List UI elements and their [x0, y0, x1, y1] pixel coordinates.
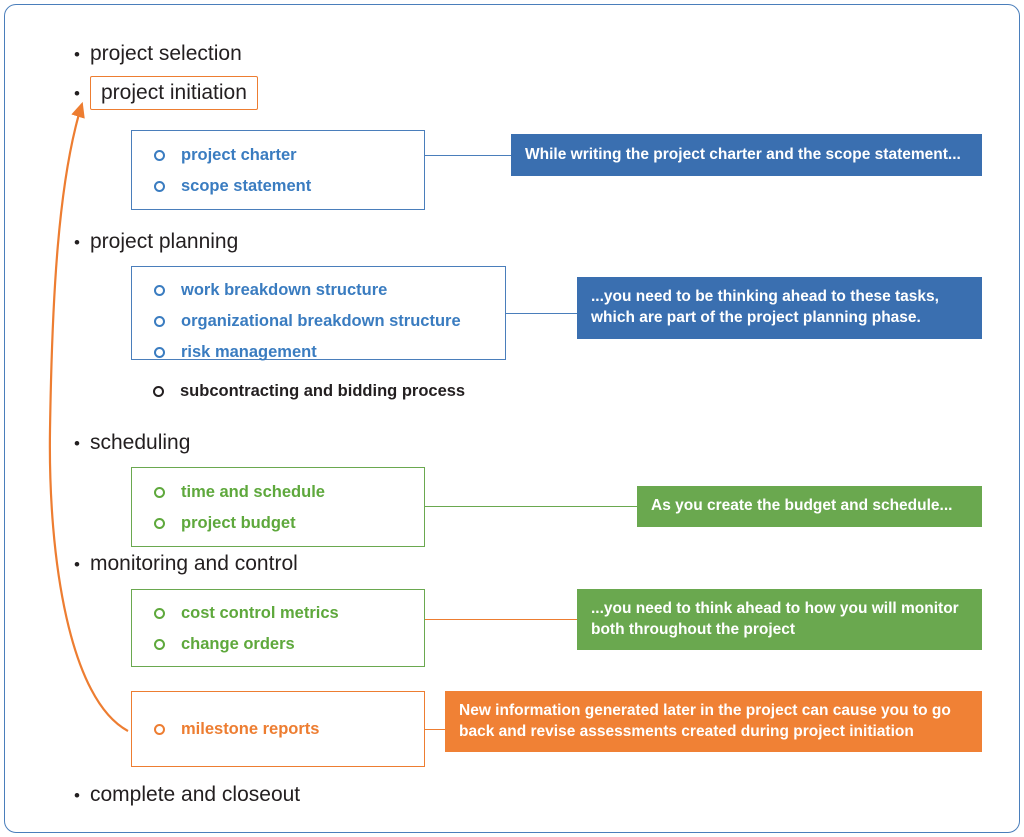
sub-item-label: milestone reports [181, 719, 320, 738]
sub-item-scope-statement[interactable] [132, 171, 424, 202]
bullet-ring-icon [154, 518, 165, 529]
initiation-group [131, 130, 425, 210]
callout-milestone [445, 691, 982, 752]
sub-item-milestone-reports[interactable] [132, 714, 319, 745]
connector-scheduling-callout [425, 506, 637, 507]
bullet-icon: • [74, 45, 80, 64]
top-item-label: project selection [90, 42, 242, 65]
connector-initiation-callout [425, 155, 511, 156]
callout-planning [577, 277, 982, 339]
sub-item-label: project budget [181, 514, 296, 532]
bullet-ring-icon [154, 347, 165, 358]
bullet-ring-icon [154, 316, 165, 327]
top-item-label: project planning [90, 230, 239, 253]
bullet-ring-icon [154, 181, 165, 192]
sub-item-change-orders[interactable] [132, 629, 424, 660]
sub-item-label: change orders [181, 635, 295, 653]
sub-item-time-and-schedule[interactable] [132, 477, 424, 508]
bullet-ring-icon [154, 608, 165, 619]
sub-item-label: cost control metrics [181, 604, 339, 622]
bullet-icon: • [74, 233, 80, 252]
top-item-monitoring-and-control[interactable] [74, 552, 298, 576]
sub-item-label: time and schedule [181, 483, 325, 501]
callout-text: ...you need to think ahead to how you will monitor both throughout the project [591, 599, 959, 638]
bullet-ring-icon [154, 150, 165, 161]
callout-text: New information generated later in the project can cause you to go back and revise assessments created during project initiation [459, 701, 951, 740]
connector-monitoring-callout [425, 619, 577, 620]
top-item-scheduling[interactable] [74, 431, 190, 455]
sub-item-project-budget[interactable] [132, 508, 424, 539]
callout-monitor [577, 589, 982, 650]
callout-charter [511, 134, 982, 176]
sub-item-risk-management[interactable] [132, 337, 505, 368]
callout-text: As you create the budget and schedule... [651, 497, 953, 515]
top-item-project-planning[interactable] [74, 230, 238, 254]
scheduling-group [131, 467, 425, 547]
callout-text: While writing the project charter and the scope statement... [525, 145, 961, 163]
bullet-ring-icon [154, 285, 165, 296]
connector-milestone-callout [425, 729, 445, 730]
bullet-icon: • [74, 786, 80, 805]
top-item-label: monitoring and control [90, 552, 298, 575]
bullet-icon: • [74, 555, 80, 574]
milestone-group [131, 691, 425, 767]
top-item-label: complete and closeout [90, 783, 301, 806]
sub-item-label: work breakdown structure [181, 281, 388, 299]
bullet-ring-icon [154, 487, 165, 498]
callout-text: ...you need to be thinking ahead to these tasks, which are part of the project planning phase. [591, 288, 939, 326]
planning-group [131, 266, 506, 360]
bullet-ring-icon [154, 639, 165, 650]
connector-planning-callout [506, 313, 577, 314]
monitoring-group [131, 589, 425, 667]
top-item-project-selection[interactable] [74, 42, 242, 66]
sub-item-subcontracting-and-bidding-process[interactable] [131, 376, 551, 407]
sub-item-project-charter[interactable] [132, 140, 424, 171]
bullet-icon: • [74, 84, 80, 103]
sub-item-label: subcontracting and bidding process [180, 382, 466, 400]
sub-item-label: organizational breakdown structure [181, 312, 461, 330]
sub-item-cost-control-metrics[interactable] [132, 598, 424, 629]
sub-item-label: project charter [181, 146, 297, 164]
sub-item-label: scope statement [181, 177, 312, 195]
top-item-label: project initiation [90, 76, 258, 110]
top-item-label: scheduling [90, 431, 191, 454]
subcontracting-group [131, 376, 551, 408]
sub-item-organizational-breakdown-structure[interactable] [132, 306, 505, 337]
sub-item-label: risk management [181, 343, 317, 361]
bullet-ring-icon [154, 724, 165, 735]
top-item-project-initiation[interactable] [74, 76, 258, 110]
callout-budget [637, 486, 982, 527]
sub-item-work-breakdown-structure[interactable] [132, 275, 505, 306]
bullet-icon: • [74, 434, 80, 453]
top-item-complete-and-closeout[interactable] [74, 783, 300, 807]
bullet-ring-icon [153, 386, 164, 397]
